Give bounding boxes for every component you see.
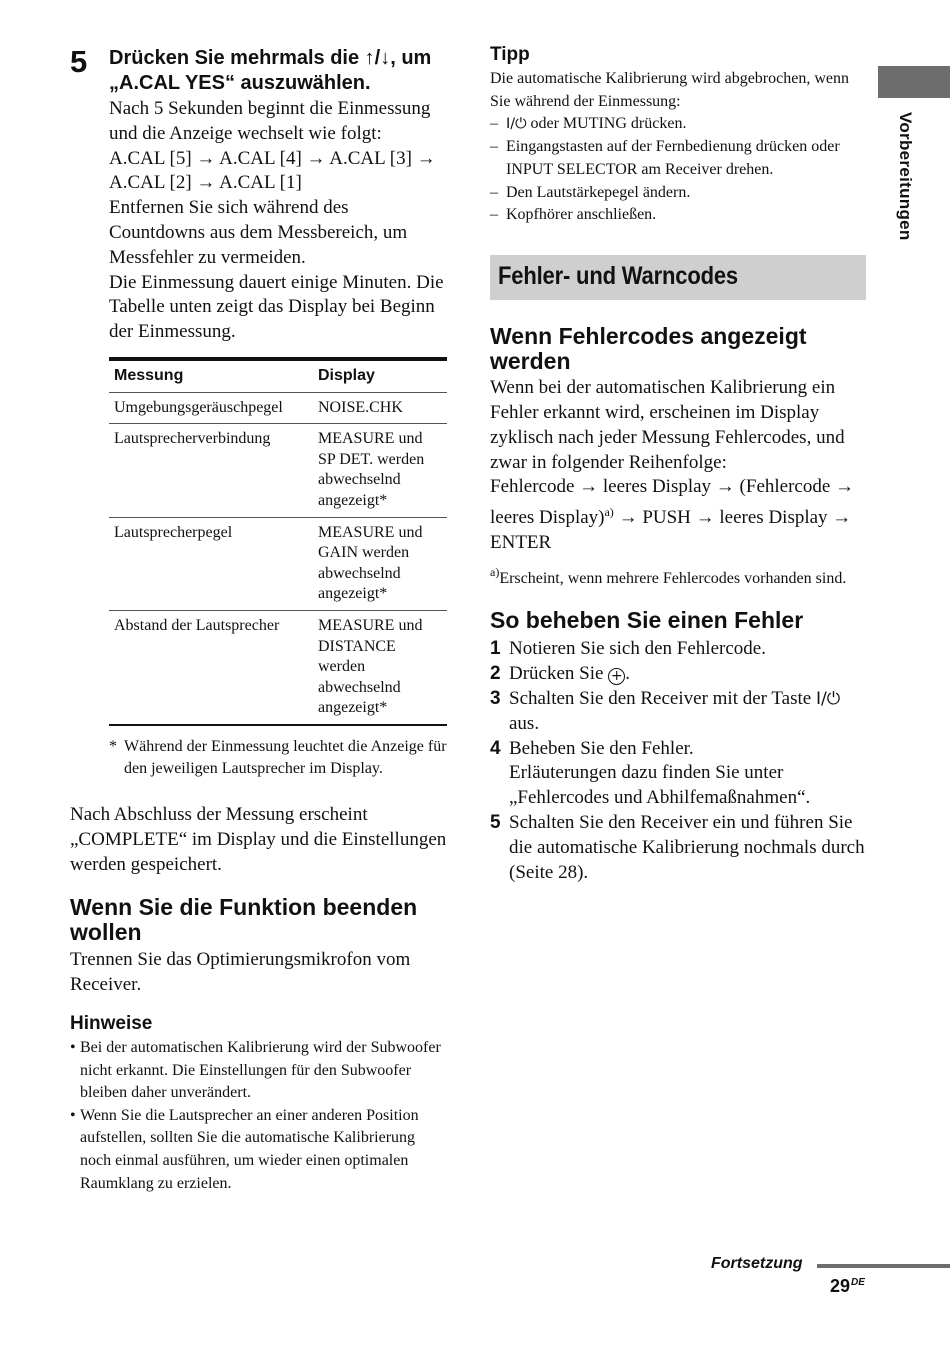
list-item <box>490 637 866 662</box>
left-column <box>70 36 448 1195</box>
end-function-text: Trennen Sie das Optimierungsmikrofon vom Receiver. <box>70 949 411 996</box>
step-text: Beheben Sie den Fehler. <box>509 737 694 759</box>
table-cell: Umgebungsgeräuschpegel <box>109 392 313 424</box>
table-cell: MEASURE und DISTANCE werden abwechselnd angezeigt* <box>318 616 423 717</box>
sequence-part-1: Fehlercode → leeres Display → (Fehlercode → leeres Display) <box>490 476 855 529</box>
end-function-heading: Wenn Sie die Funktion beenden wollen <box>70 894 418 946</box>
step-number: 3 <box>490 687 501 709</box>
list-item <box>490 737 866 811</box>
list-item <box>490 811 866 885</box>
step-5-sequence: A.CAL [5] → A.CAL [4] → A.CAL [3] → A.CAL [2] → A.CAL [1] <box>109 147 436 194</box>
table-header: Display <box>313 359 447 392</box>
list-item: • Bei der automatischen Kalibrierung wird der Subwoofer nicht erkannt. Die Einstellungen für den Subwoofer bleiben daher unverändert. <box>70 1037 448 1105</box>
step-number: 1 <box>490 638 501 660</box>
completion-text: Nach Abschluss der Messung erscheint „COMPLETE“ im Display und die Einstellungen werden gespeichert. <box>70 804 447 875</box>
table-cell: NOISE.CHK <box>313 392 447 424</box>
step-number: 5 <box>490 811 501 833</box>
notes-heading: Hinweise <box>70 1013 153 1035</box>
sequence-part-2: → PUSH → leeres Display → ENTER <box>490 507 852 553</box>
table-row <box>109 517 447 610</box>
footnote-mark: a) <box>490 564 500 579</box>
list-item: – Eingangstasten auf der Fernbedienung drücken oder INPUT SELECTOR am Receiver drehen. <box>490 136 866 182</box>
footnote-ref: a) <box>604 505 614 520</box>
table-cell: MEASURE und GAIN werden abwechselnd angezeigt* <box>313 517 447 610</box>
page-number <box>830 1276 865 1297</box>
step-number: 4 <box>490 737 501 759</box>
errors-heading: Wenn Fehlercodes angezeigt werden <box>490 323 807 375</box>
footnote-mark: * <box>109 737 117 755</box>
table-cell: MEASURE und SP DET. werden abwechselnd angezeigt* <box>313 424 447 517</box>
footnote-text: Erscheint, wenn mehrere Fehlercodes vorhanden sind. <box>499 569 847 587</box>
table-row <box>109 392 447 424</box>
tipp-list <box>490 113 866 227</box>
list-item-text: oder MUTING drücken. <box>526 115 687 133</box>
list-item <box>490 662 866 687</box>
step-text: Schalten Sie den Receiver ein und führen Sie die automatische Kalibrierung nochmals durch (Seite 28). <box>509 811 865 883</box>
tipp-intro: Die automatische Kalibrierung wird abgebrochen, wenn Sie während der Einmessung: <box>490 70 849 110</box>
section-banner-title: Fehler- und Warncodes <box>498 262 738 291</box>
table-header: Messung <box>109 359 313 392</box>
step-text-end: . <box>625 663 630 685</box>
measurement-table <box>109 357 447 726</box>
table-cell: Lautsprecherverbindung <box>109 424 313 517</box>
errors-footnote <box>490 561 866 591</box>
errors-sequence <box>490 475 866 555</box>
table-footnote <box>109 736 448 781</box>
table-header-row <box>109 359 447 392</box>
step-5 <box>70 46 448 781</box>
fix-steps <box>490 637 866 885</box>
continued-label: Fortsetzung <box>711 1255 803 1272</box>
step-5-text-3: Die Einmessung dauert einige Minuten. Die Tabelle unten zeigt das Display bei Beginn der Einmessung. <box>109 271 444 343</box>
list-item <box>490 113 866 136</box>
table-row <box>109 610 447 724</box>
footnote-text: Während der Einmessung leuchtet die Anzeige für den jeweiligen Lautsprecher im Display. <box>124 737 447 778</box>
page-number-suffix: DE <box>851 1277 865 1288</box>
step-5-text-1: Nach 5 Sekunden beginnt die Einmessung und die Anzeige wechselt wie folgt: <box>109 98 431 144</box>
step-5-text-2: Entfernen Sie sich während des Countdowns aus dem Messbereich, um Messfehler zu vermeiden. <box>109 197 408 268</box>
errors-text: Wenn bei der automatischen Kalibrierung ein Fehler erkannt wird, erscheinen im Display zyklisch nach jeder Messung Fehlercodes, und zwar in folgender Reihenfolge: <box>490 377 845 473</box>
table-cell: Lautsprecherpegel <box>109 517 313 610</box>
step-text-end: aus. <box>509 712 540 734</box>
page-number-value: 29 <box>830 1276 851 1296</box>
continued-rule <box>817 1264 950 1268</box>
right-column <box>490 44 866 885</box>
step-text: Notieren Sie sich den Fehlercode. <box>509 638 766 660</box>
step-text: Drücken Sie <box>509 663 609 685</box>
power-icon: I/⏻ <box>506 116 527 133</box>
tipp-heading: Tipp <box>490 44 530 65</box>
section-tab-marker <box>878 66 950 98</box>
list-item <box>490 687 866 737</box>
list-item: – Den Lautstärkepegel ändern. <box>490 182 866 205</box>
notes-list <box>70 1037 448 1195</box>
power-icon: I/⏻ <box>815 688 841 709</box>
fix-heading: So beheben Sie einen Fehler <box>490 607 804 634</box>
enter-button-icon: + <box>608 668 625 685</box>
list-item: – Kopfhörer anschließen. <box>490 204 866 227</box>
step-text: Schalten Sie den Receiver mit der Taste <box>509 687 816 709</box>
step-text-detail: Erläuterungen dazu finden Sie unter „Fehlercodes und Abhilfemaßnahmen“. <box>509 762 811 809</box>
list-item: • Wenn Sie die Lautsprecher an einer anderen Position aufstellen, sollten Sie die automatische Kalibrierung noch einmal ausführen, um wieder einen optimalen Raumklang zu erzielen. <box>70 1105 448 1195</box>
section-banner <box>490 255 866 300</box>
step-5-number: 5 <box>70 44 88 79</box>
step-5-heading: Drücken Sie mehrmals die ↑/↓, um „A.CAL YES“ auszuwählen. <box>109 47 432 94</box>
table-row <box>109 424 447 517</box>
step-number: 2 <box>490 663 501 685</box>
section-label: Vorbereitungen <box>896 112 915 241</box>
table-cell: Abstand der Lautsprecher <box>114 616 280 634</box>
